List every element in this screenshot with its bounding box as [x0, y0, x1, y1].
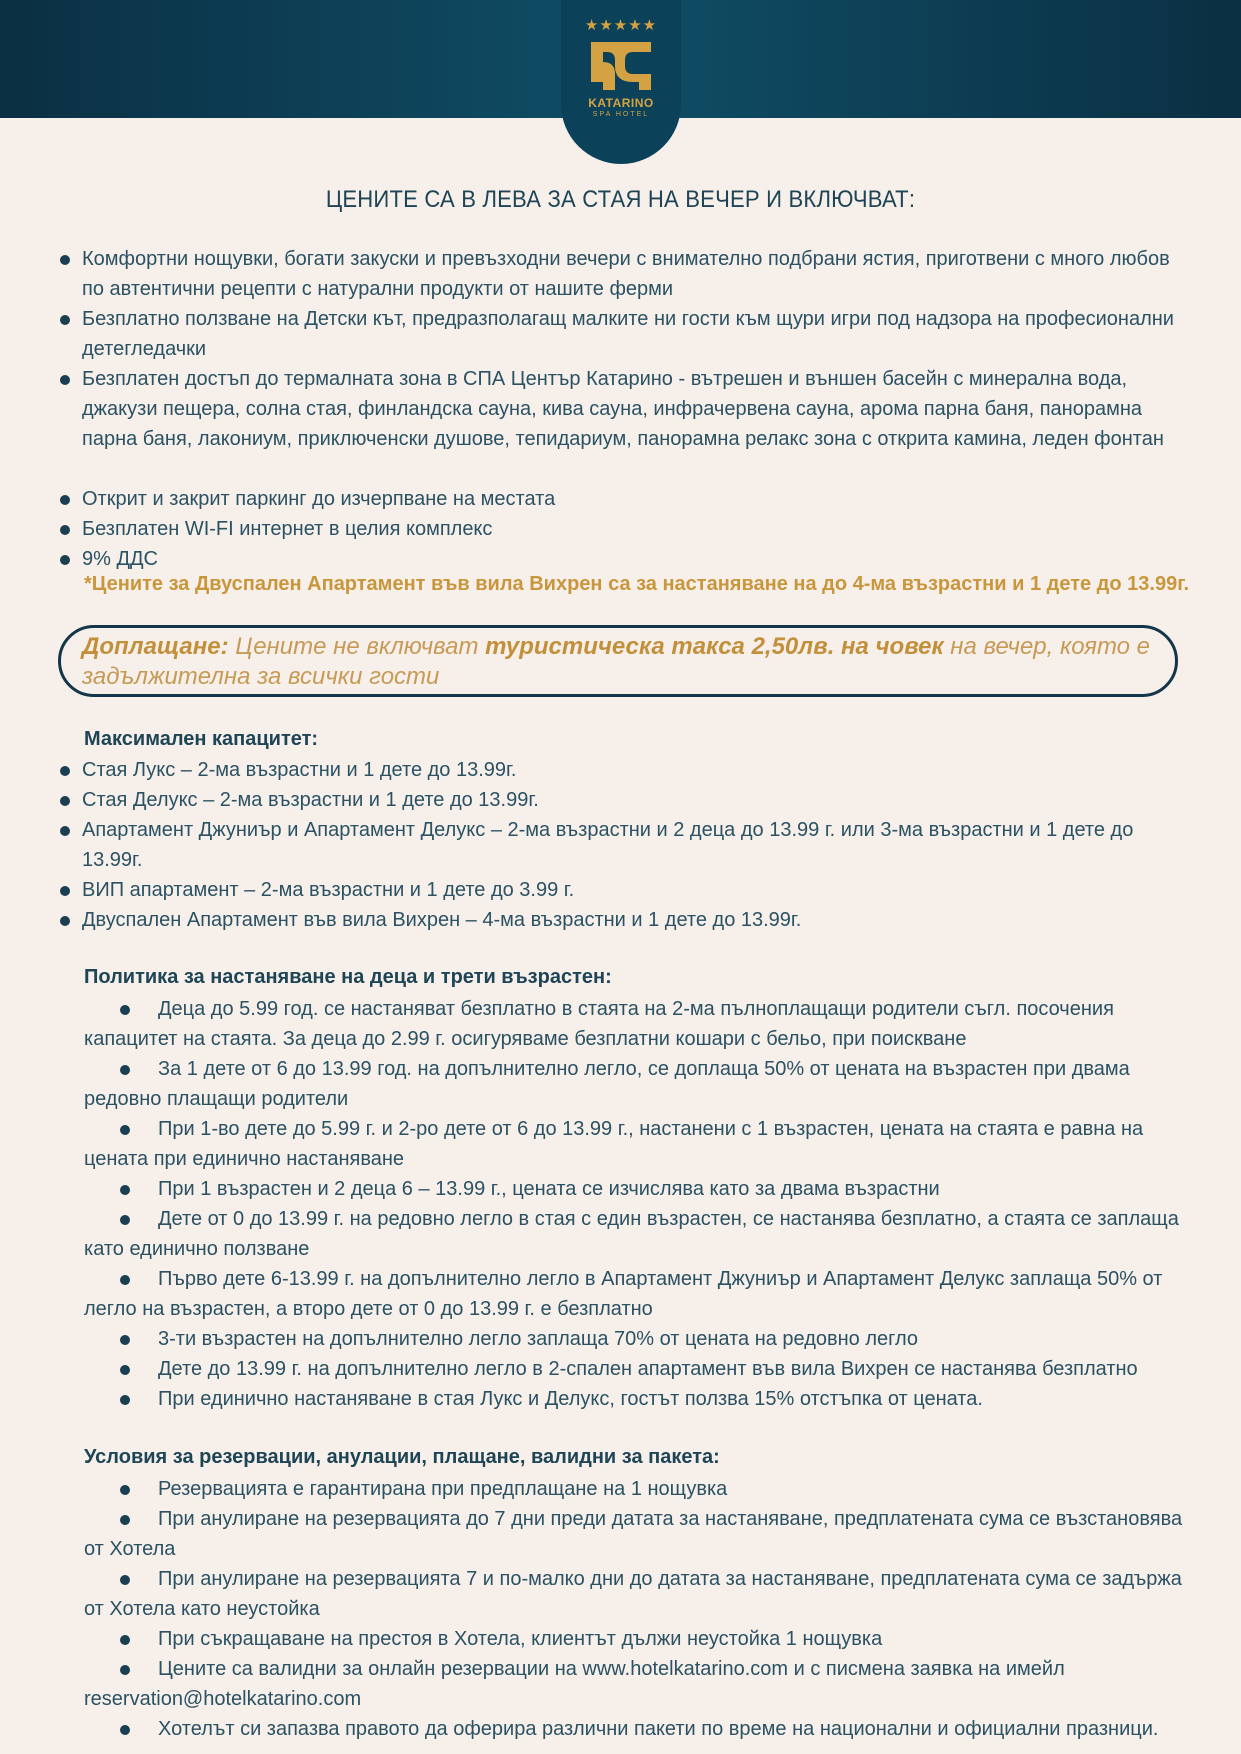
- list-item: Дете от 0 до 13.99 г. на редовно легло в стая с един възрастен, се настанява безплатно, а стаята се заплаща като единично ползване: [84, 1204, 1184, 1264]
- list-item: Двуспален Апартамент във вила Вихрен – 4-ма възрастни и 1 дете до 13.99г.: [58, 905, 1188, 935]
- katarino-logo-icon: [585, 38, 657, 94]
- list-item: Резервацията е гарантирана при предплащане на 1 нощувка: [84, 1474, 1184, 1504]
- capacity-list: [58, 755, 1188, 935]
- list-item: При съкращаване на престоя в Хотела, клиентът дължи неустойка 1 нощувка: [84, 1624, 1184, 1654]
- list-item: Апартамент Джуниър и Апартамент Делукс – 2-ма възрастни и 2 деца до 13.99 г. или 3-ма възрастни и 1 дете до 13.99г.: [58, 815, 1188, 875]
- list-item: Първо дете 6-13.99 г. на допълнително легло в Апартамент Джуниър и Апартамент Делукс заплаща 50% от легло на възрастен, а второ дете от 0 до 13.99 г. е безплатно: [84, 1264, 1184, 1324]
- list-item: Безплатен достъп до термалната зона в СПА Център Катарино - вътрешен и външен басейн с минерална вода, джакузи пещера, солна стая, финландска сауна, кива сауна, инфрачервена сауна, арома парна баня, панорамна парна баня, лакониум, приключенски душове, тепидариум, панорамна релакс зона с открита камина, леден фонтан: [58, 364, 1188, 454]
- list-item: ВИП апартамент – 2-ма възрастни и 1 дете до 3.99 г.: [58, 875, 1188, 905]
- brand-name: KATARINO: [588, 96, 654, 110]
- list-item: 3-ти възрастен на допълнително легло заплаща 70% от цената на редовно легло: [84, 1324, 1184, 1354]
- list-item: Стая Делукс – 2-ма възрастни и 1 дете до 13.99г.: [58, 785, 1188, 815]
- list-item: Цените са валидни за онлайн резервации на www.hotelkatarino.com и с писмена заявка на имейл reservation@hotelkatarino.com: [84, 1654, 1184, 1714]
- list-item: За 1 дете от 6 до 13.99 год. на допълнително легло, се доплаща 50% от цената на възрастен при двама редовно плащащи родители: [84, 1054, 1184, 1114]
- list-item: Открит и закрит паркинг до изчерпване на местата: [58, 484, 1188, 514]
- capacity-heading: Максимален капацитет:: [84, 728, 319, 750]
- children-policy-heading: Политика за настаняване на деца и трети възрастен:: [84, 966, 612, 988]
- page-title: ЦЕНИТЕ СА В ЛЕВА ЗА СТАЯ НА ВЕЧЕР И ВКЛЮЧВАТ:: [325, 186, 916, 213]
- list-item: При анулиране на резервацията 7 и по-малко дни до датата за настаняване, предплатената сума се задържа от Хотела като неустойка: [84, 1564, 1184, 1624]
- list-item: При анулиране на резервацията до 7 дни преди датата за настаняване, предплатената сума се възстановява от Хотела: [84, 1504, 1184, 1564]
- list-item: Дете до 13.99 г. на допълнително легло в 2-спален апартамент във вила Вихрен се настанява безплатно: [84, 1354, 1184, 1384]
- list-item: Хотелът си запазва правото да оферира различни пакети по време на национални и официални празници.: [84, 1714, 1184, 1744]
- stars-icon: ★★★★★: [584, 17, 658, 34]
- includes-list-2: [58, 484, 1188, 574]
- list-item: Комфортни нощувки, богати закуски и превъзходни вечери с внимателно подбрани ястия, приготвени с много любов по автентични рецепти с натурални продукти от нашите ферми: [58, 244, 1188, 304]
- villa-note: *Цените за Двуспален Апартамент във вила Вихрен са за настаняване на до 4-ма възрастни и 1 дете до 13.99г.: [84, 573, 1190, 595]
- brand-subtitle: SPA HOTEL: [592, 111, 650, 118]
- surcharge-label: Доплащане:: [82, 633, 229, 660]
- surcharge-text: Доплащане: Цените не включват туристическа такса 2,50лв. на човек на вечер, която е задължителна за всички гости: [82, 633, 1151, 690]
- children-policy-list: [84, 994, 1184, 1414]
- list-item: При 1 възрастен и 2 деца 6 – 13.99 г., цената се изчислява като за двама възрастни: [84, 1174, 1184, 1204]
- logo-badge: [561, 0, 681, 164]
- includes-list: [58, 244, 1188, 454]
- list-item: При 1-во дете до 5.99 г. и 2-ро дете от 6 до 13.99 г., настанени с 1 възрастен, цената на стаята е равна на цената при единично настаняване: [84, 1114, 1184, 1174]
- list-item: 9% ДДС: [58, 544, 1188, 574]
- list-item: Безплатно ползване на Детски кът, предразполагащ малките ни гости към щури игри под надзора на професионални детегледачки: [58, 304, 1188, 364]
- conditions-heading: Условия за резервации, анулации, плащане, валидни за пакета:: [84, 1446, 720, 1468]
- list-item: Безплатен WI-FI интернет в целия комплекс: [58, 514, 1188, 544]
- conditions-list: [84, 1474, 1184, 1744]
- list-item: При единично настаняване в стая Лукс и Делукс, гостът ползва 15% отстъпка от цената.: [84, 1384, 1184, 1414]
- list-item: Деца до 5.99 год. се настаняват безплатно в стаята на 2-ма пълноплащащи родители съгл. посочения капацитет на стаята. За деца до 2.99 г. осигуряваме безплатни кошари с бельо, при поискване: [84, 994, 1184, 1054]
- list-item: Стая Лукс – 2-ма възрастни и 1 дете до 13.99г.: [58, 755, 1188, 785]
